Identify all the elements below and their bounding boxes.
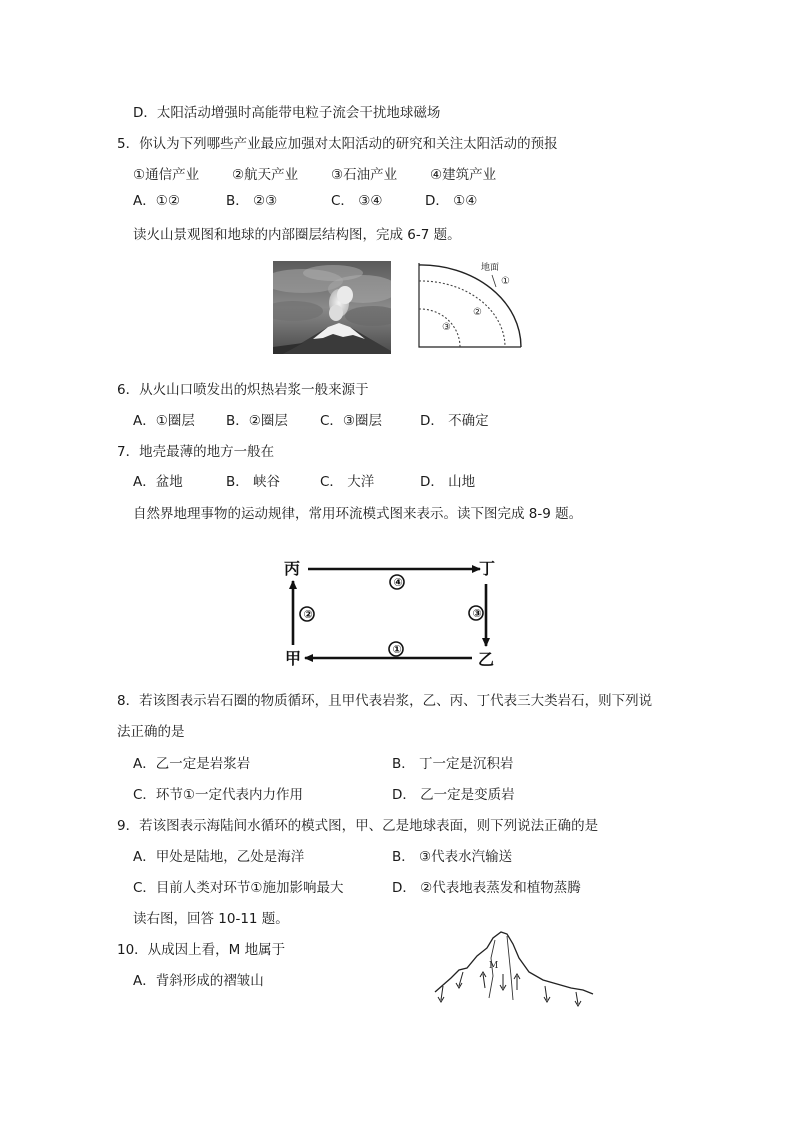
q8-option-c: C．环节①一定代表内力作用 — [133, 787, 304, 803]
question-8-line2: 法正确的是 — [117, 724, 185, 740]
question-10: 10．从成因上看，M 地属于 — [117, 942, 286, 958]
q5-item-1: ①通信产业 — [133, 167, 200, 183]
volcano-photo — [273, 261, 391, 354]
q6-option-a: A．①圈层 — [133, 413, 195, 429]
q10-option-a: A．背斜形成的褶皱山 — [133, 973, 264, 989]
node-ding: 丁 — [479, 559, 496, 578]
intro-6-7: 读火山景观图和地球的内部圈层结构图，完成 6-7 题。 — [133, 227, 461, 243]
layer-3-label: ③ — [442, 322, 451, 333]
q9-option-c: C．目前人类对环节①施加影响最大 — [133, 880, 344, 896]
intro-8-9: 自然界地理事物的运动规律，常用环流模式图来表示。读下图完成 8-9 题。 — [133, 506, 583, 522]
cycle-diagram — [280, 548, 500, 672]
question-6: 6．从火山口喷发出的炽热岩浆一般来源于 — [117, 382, 369, 398]
q5-option-c: C． ③④ — [331, 193, 383, 209]
link-3: ③ — [472, 607, 482, 620]
link-4: ④ — [393, 576, 403, 589]
earth-layers-diagram — [418, 261, 524, 349]
q8-option-d: D． 乙一定是变质岩 — [392, 787, 515, 803]
node-bing: 丙 — [284, 559, 301, 578]
q8-option-a: A．乙一定是岩浆岩 — [133, 756, 251, 772]
q8-option-b: B． 丁一定是沉积岩 — [392, 756, 514, 772]
question-9: 9．若该图表示海陆间水循环的模式图，甲、乙是地球表面，则下列说法正确的是 — [117, 818, 599, 834]
node-jia: 甲 — [285, 649, 302, 668]
q6-option-c: C．③圈层 — [320, 413, 383, 429]
question-5: 5．你认为下列哪些产业最应加强对太阳活动的研究和关注太阳活动的预报 — [117, 136, 558, 152]
q5-item-2: ②航天产业 — [232, 167, 299, 183]
node-yi: 乙 — [478, 650, 495, 669]
q9-option-d: D． ②代表地表蒸发和植物蒸腾 — [392, 880, 581, 896]
question-8-line1: 8．若该图表示岩石圈的物质循环，且甲代表岩浆，乙、丙、丁代表三大类岩石，则下列说 — [117, 693, 653, 709]
q9-option-a: A．甲处是陆地，乙处是海洋 — [133, 849, 305, 865]
q9-option-b: B． ③代表水汽输送 — [392, 849, 513, 865]
layer-2-label: ② — [473, 307, 482, 318]
q5-option-a: A．①② — [133, 193, 180, 209]
layer-1-label: ① — [501, 276, 510, 287]
q4-option-d: D．太阳活动增强时高能带电粒子流会干扰地球磁场 — [133, 105, 441, 121]
q5-item-3: ③石油产业 — [331, 167, 398, 183]
mountain-label-m: M — [489, 961, 499, 971]
q7-option-b: B． 峡谷 — [226, 474, 281, 490]
mountain-diagram — [433, 928, 595, 1008]
link-2: ② — [303, 608, 313, 621]
q7-option-a: A．盆地 — [133, 474, 183, 490]
q6-option-b: B．②圈层 — [226, 413, 288, 429]
q7-option-c: C． 大洋 — [320, 474, 375, 490]
q5-option-b: B． ②③ — [226, 193, 278, 209]
q7-option-d: D． 山地 — [420, 474, 476, 490]
question-7: 7．地壳最薄的地方一般在 — [117, 444, 275, 460]
q6-option-d: D． 不确定 — [420, 413, 489, 429]
q5-item-4: ④建筑产业 — [430, 167, 497, 183]
q5-option-d: D． ①④ — [425, 193, 478, 209]
surface-label: 地面 — [481, 263, 500, 273]
intro-10-11: 读右图，回答 10-11 题。 — [133, 911, 289, 927]
link-1: ① — [392, 643, 402, 656]
